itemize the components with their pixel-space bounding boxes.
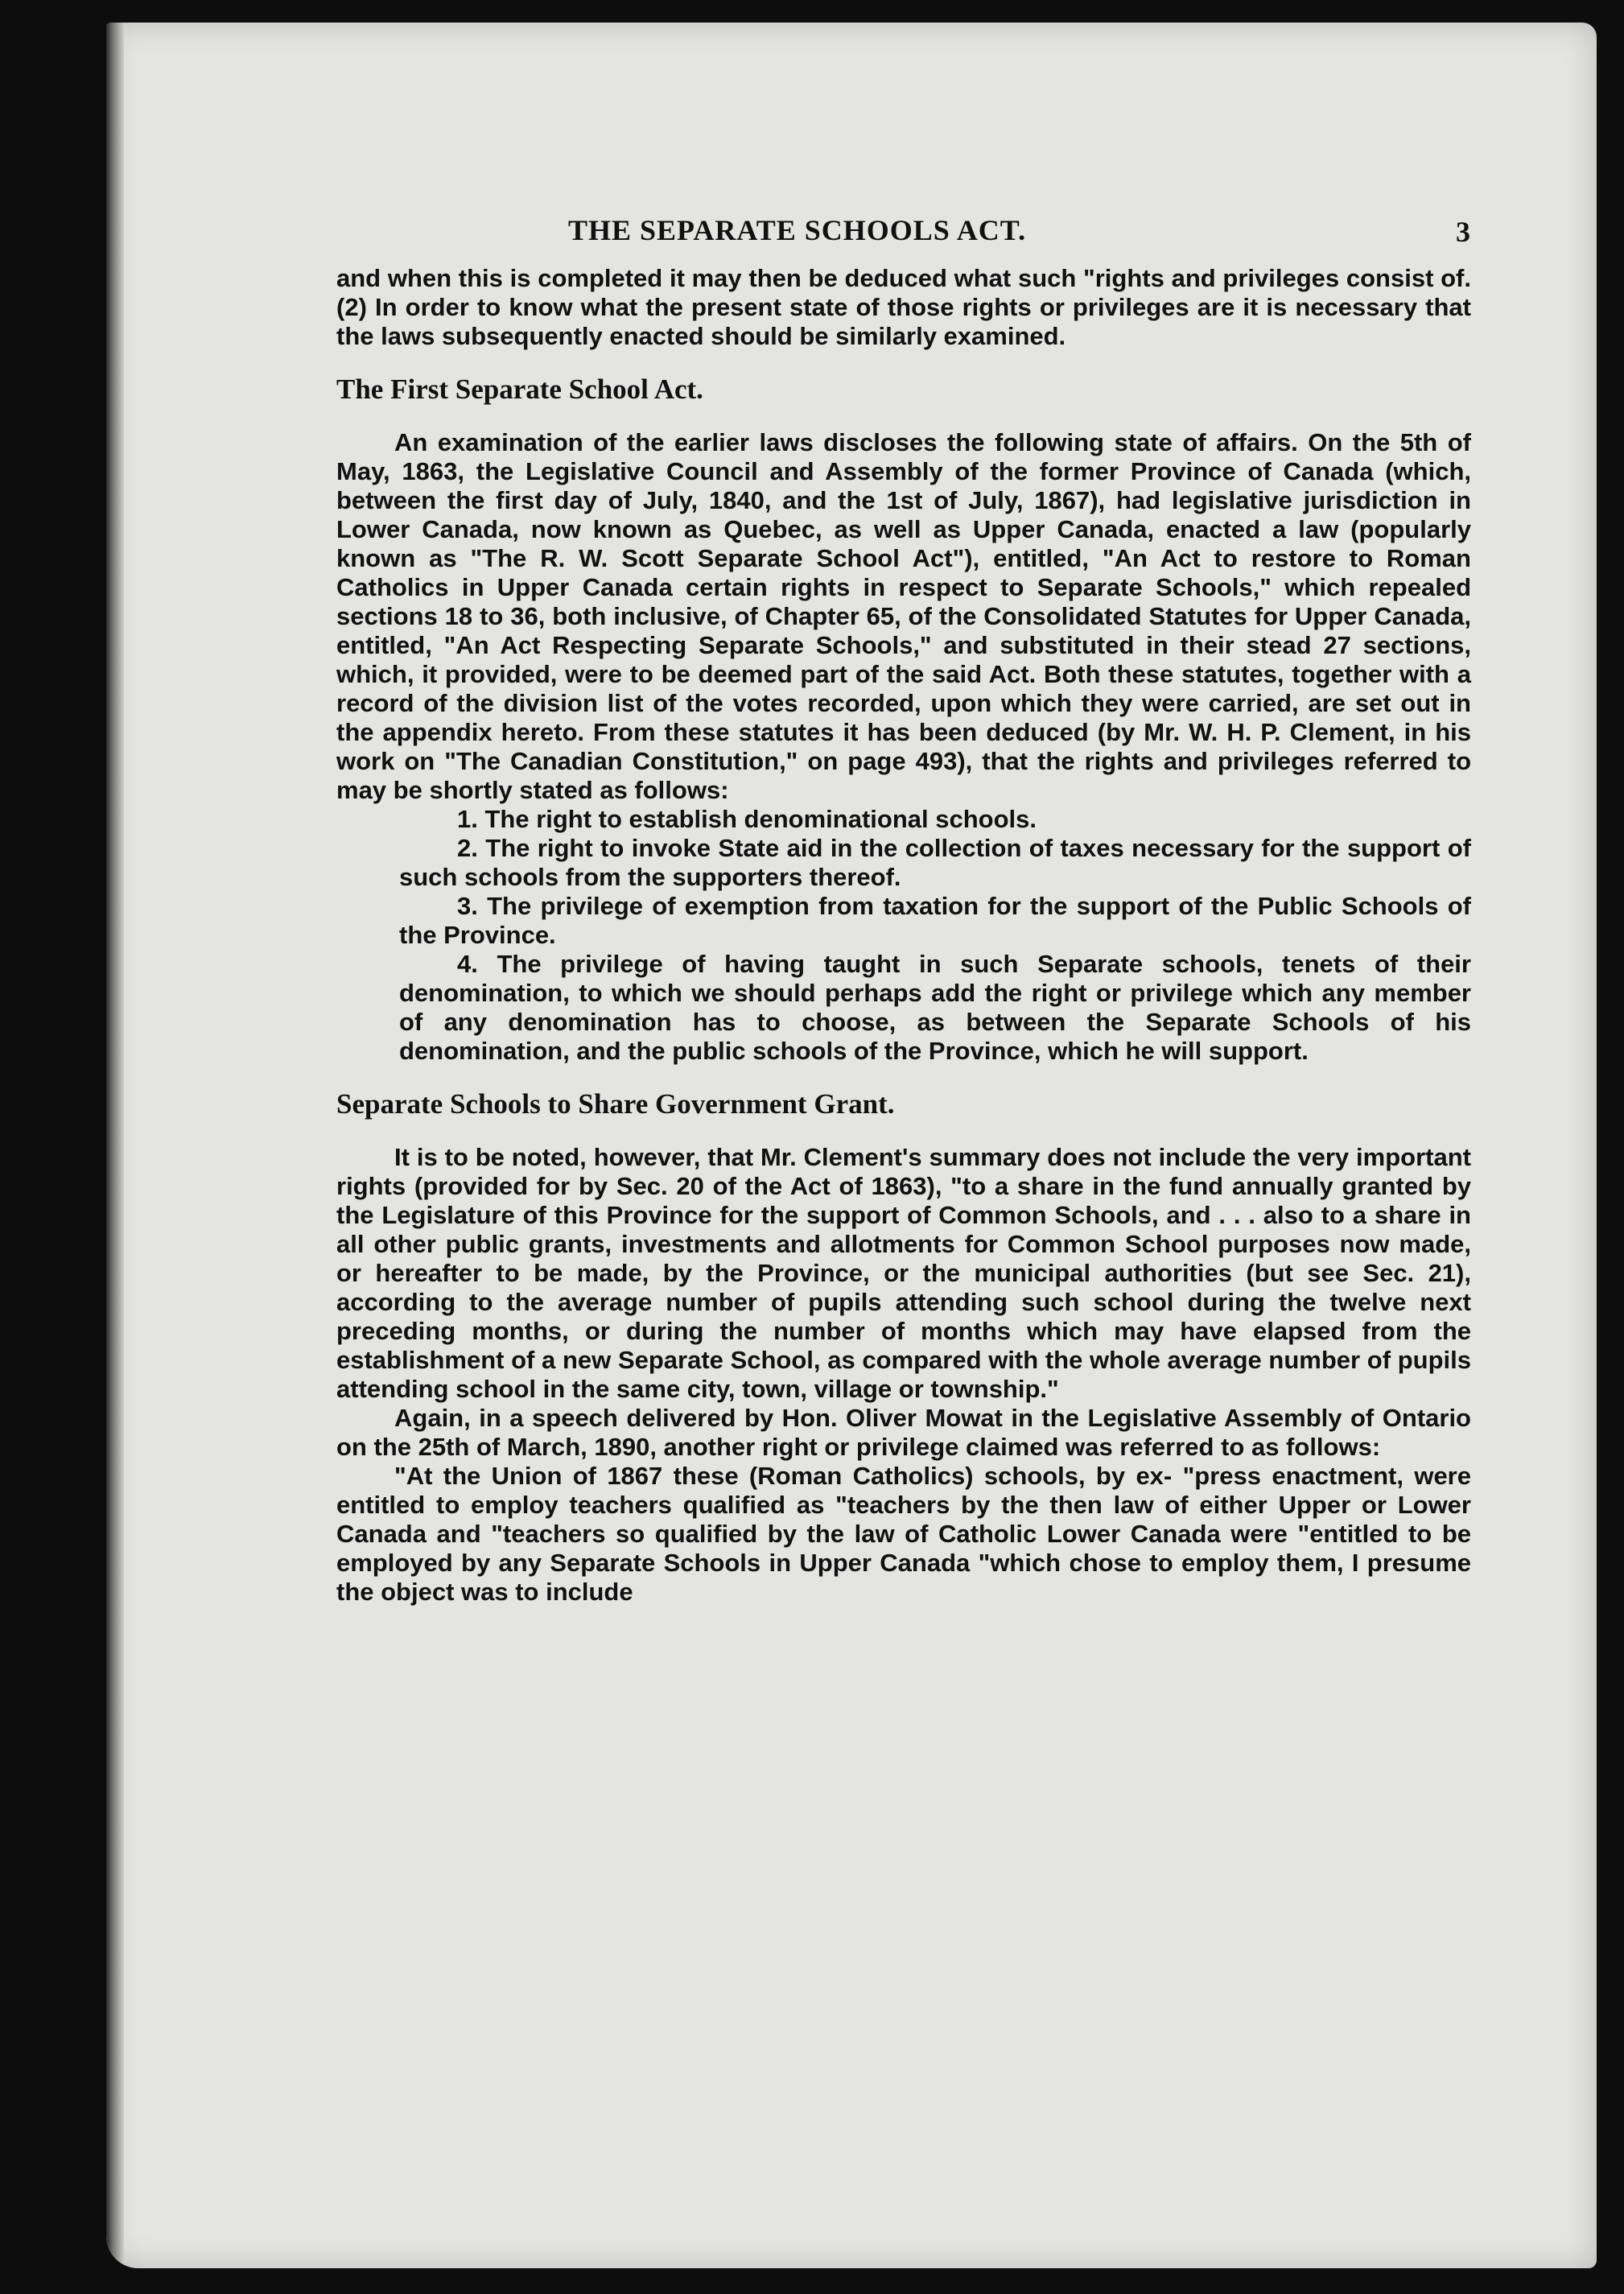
page-edge-shadow [106, 23, 124, 2268]
paragraph-2: An examination of the earlier laws discloses the following state of affairs. On the 5th of May, 1863, the Legislative Council and Assembly of the former Province of Canada (which, between the first day of July, 1840, and the 1st of July, 1867), had legislative jurisdiction in Lower Canada, now known as Quebec, as well as Upper Canada, enacted a law (popularly known as "The R. W. Scott Separate School Act"), entitled, "An Act to restore to Roman Catholics in Upper Canada certain rights in respect to Separate Schools," which repealed sections 18 to 36, both inclusive, of Chapter 65, of the Consolidated Statutes for Upper Canada, entitled, "An Act Respecting Separate Schools," and substituted in their stead 27 sections, which, it provided, were to be deemed part of the said Act. Both these statutes, together with a record of the division list of the votes recorded, upon which they were carried, are set out in the appendix hereto. From these statutes it has been deduced (by Mr. W. H. P. Clement, in his work on "The Canadian Constitution," on page 493), that the rights and privileges referred to may be shortly stated as follows: [336, 428, 1471, 804]
section-heading-government-grant: Separate Schools to Share Government Grant. [336, 1088, 895, 1120]
page-content [336, 216, 1471, 1607]
page-number: 3 [1456, 216, 1471, 248]
paragraph-1: and when this is completed it may then be deduced what such "rights and privileges consist of. (2) In order to know what the present state of those rights or privileges are it is necessary that the laws subsequently enacted should be similarly examined. [336, 264, 1471, 350]
running-header [336, 216, 1471, 264]
paragraph-3: It is to be noted, however, that Mr. Clement's summary does not include the very important rights (provided for by Sec. 20 of the Act of 1863), "to a share in the fund annually granted by the Legislature of this Province for the support of Common Schools, and . . . also to a share in all other public grants, investments and allotments for Common School purposes now made, or hereafter to be made, by the Province, or the municipal authorities (but see Sec. 21), according to the average number of pupils attending such school during the twelve next preceding months, or during the number of months which may have elapsed from the establishment of a new Separate School, as compared with the whole average number of pupils attending school in the same city, town, village or township." [336, 1143, 1471, 1403]
list-item: 3. The privilege of exemption from taxation for the support of the Public Schools of the Province. [399, 892, 1471, 949]
document-page [106, 23, 1597, 2268]
list-item: 1. The right to establish denominational schools. [457, 805, 1037, 833]
quoted-passage: "At the Union of 1867 these (Roman Catholics) schools, by ex- "press enactment, were entitled to employ teachers qualified as "teachers by the then law of either Upper or Lower Canada and "teachers so qualified by the law of Catholic Lower Canada were "entitled to be employed by any Separate Schools in Upper Canada "which chose to employ them, I presume the object was to include [336, 1462, 1471, 1606]
rights-list [399, 805, 1471, 1066]
paragraph-4: Again, in a speech delivered by Hon. Oliver Mowat in the Legislative Assembly of Ontario on the 25th of March, 1890, another right or privilege claimed was referred to as follows: [336, 1404, 1471, 1461]
list-item: 2. The right to invoke State aid in the collection of taxes necessary for the support of such schools from the supporters thereof. [399, 834, 1471, 891]
header-title: THE SEPARATE SCHOOLS ACT. [568, 214, 1027, 246]
list-item: 4. The privilege of having taught in such Separate schools, tenets of their denomination, to which we should perhaps add the right or privilege which any member of any denomination has to choose, as between the Separate Schools of his denomination, and the public schools of the Province, which he will support. [399, 950, 1471, 1065]
section-heading-first-act: The First Separate School Act. [336, 373, 703, 405]
